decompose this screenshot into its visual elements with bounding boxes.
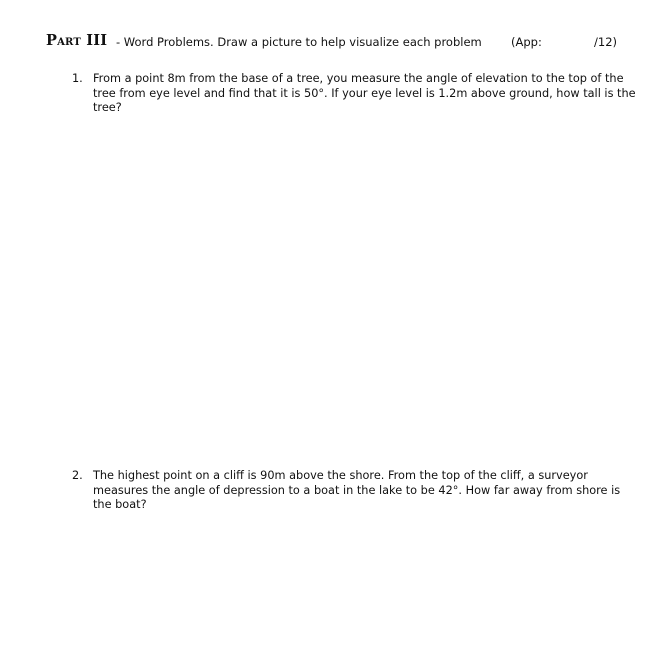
problem-number: 2. [72,469,83,482]
part-description: - Word Problems. Draw a picture to help visualize each problem [116,35,482,49]
app-label: (App: [511,35,542,49]
section-header [46,32,636,52]
work-area-1[interactable] [72,122,632,462]
problem-number: 1. [72,72,83,85]
problem-text: The highest point on a cliff is 90m above the shore. From the top of the cliff, a surveyor measures the angle of depression to a boat in the lake to be 42°. How far away from shore is the boat? [93,469,621,512]
problem-text: From a point 8m from the base of a tree, you measure the angle of elevation to the top of the tree from eye level and find that it is 50°. If your eye level is 1.2m above ground, how tall is the tree? [93,72,636,115]
score-total: /12) [594,35,617,49]
work-area-2[interactable] [72,520,632,660]
part-title: Part III [46,32,108,49]
